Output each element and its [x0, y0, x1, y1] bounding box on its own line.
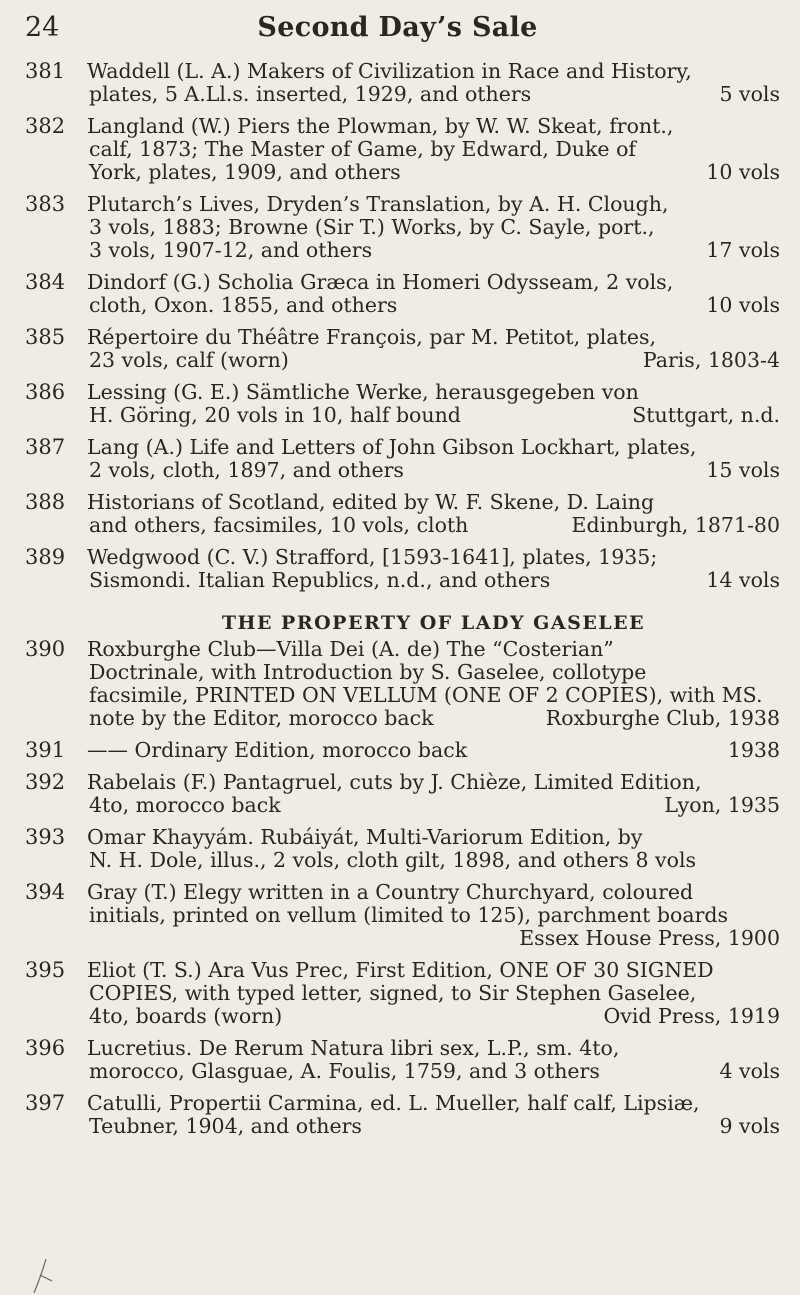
lot-entry	[25, 115, 780, 184]
lot-line: Doctrinale, with Introduction by S. Gaselee, collotype	[89, 660, 647, 684]
lot-line: Langland (W.) Piers the Plowman, by W. W. Skeat, front.,	[87, 114, 674, 138]
lot-number: 385	[25, 325, 66, 349]
lot-line	[87, 459, 780, 482]
lot-entry	[25, 739, 780, 762]
pencil-mark	[28, 1255, 58, 1295]
lot-entry	[25, 381, 780, 427]
lot-line	[87, 739, 780, 762]
lot-text: Sismondi. Italian Republics, n.d., and others	[89, 568, 551, 592]
lot-line: Wedgwood (C. V.) Strafford, [1593-1641], plates, 1935;	[87, 545, 658, 569]
lot-text: H. Göring, 20 vols in 10, half bound	[89, 403, 461, 427]
lot-imprint: 10 vols	[706, 160, 780, 184]
lot-line: Lang (A.) Life and Letters of John Gibson Lockhart, plates,	[87, 435, 697, 459]
lot-imprint: Roxburghe Club, 1938	[545, 706, 780, 730]
lot-line: Eliot (T. S.) Ara Vus Prec, First Edition, ONE OF 30 SIGNED	[87, 958, 714, 982]
lot-entry	[25, 193, 780, 262]
lot-line: COPIES, with typed letter, signed, to Sir Stephen Gaselee,	[89, 981, 697, 1005]
lot-line: Catulli, Propertii Carmina, ed. L. Mueller, half calf, Lipsiæ,	[87, 1091, 700, 1115]
lot-imprint: 9 vols	[719, 1114, 780, 1138]
lot-number: 389	[25, 545, 66, 569]
lot-number: 391	[25, 738, 66, 762]
lot-entry	[25, 826, 780, 872]
lot-imprint: 15 vols	[706, 458, 780, 482]
lot-line	[87, 1005, 780, 1028]
lot-text: plates, 5 A.Ll.s. inserted, 1929, and others	[89, 82, 532, 106]
page-number: 24	[25, 12, 60, 43]
lot-imprint: Lyon, 1935	[664, 793, 780, 817]
page-header	[25, 12, 770, 52]
lot-line	[87, 569, 780, 592]
lot-number: 386	[25, 380, 66, 404]
lot-line	[87, 927, 780, 950]
lot-line	[87, 161, 780, 184]
lot-line: Omar Khayyám. Rubáiyát, Multi-Variorum Edition, by	[87, 825, 643, 849]
lot-imprint: Stuttgart, n.d.	[632, 403, 780, 427]
lot-line: 3 vols, 1883; Browne (Sir T.) Works, by C. Sayle, port.,	[89, 215, 655, 239]
lot-number: 396	[25, 1036, 66, 1060]
lot-imprint: Paris, 1803-4	[642, 348, 780, 372]
lot-number: 392	[25, 770, 66, 794]
lot-line: Gray (T.) Elegy written in a Country Churchyard, coloured	[87, 880, 694, 904]
lot-entry	[25, 546, 780, 592]
lot-entry	[25, 771, 780, 817]
lot-text: —— Ordinary Edition, morocco back	[87, 738, 468, 762]
lot-line: Répertoire du Théâtre François, par M. Petitot, plates,	[87, 325, 656, 349]
lot-line: Waddell (L. A.) Makers of Civilization in Race and History,	[87, 59, 692, 83]
lot-entry	[25, 436, 780, 482]
lot-imprint: Edinburgh, 1871-80	[571, 513, 780, 537]
lot-line: initials, printed on vellum (limited to 125), parchment boards	[89, 903, 729, 927]
running-head: Second Day’s Sale	[257, 12, 538, 43]
lot-number: 381	[25, 59, 66, 83]
lot-number: 394	[25, 880, 66, 904]
lot-line: Rabelais (F.) Pantagruel, cuts by J. Chièze, Limited Edition,	[87, 770, 702, 794]
lot-entry	[25, 959, 780, 1028]
lot-line: Dindorf (G.) Scholia Græca in Homeri Odysseam, 2 vols,	[87, 270, 674, 294]
lot-line	[87, 349, 780, 372]
lot-imprint: 5 vols	[719, 82, 780, 106]
lot-number: 395	[25, 958, 66, 982]
lot-group-general	[25, 60, 780, 592]
lot-line: Plutarch’s Lives, Dryden’s Translation, by A. H. Clough,	[87, 192, 669, 216]
lot-entry	[25, 638, 780, 730]
lot-imprint: 4 vols	[719, 1059, 780, 1083]
lot-line	[87, 1060, 780, 1083]
lot-imprint: 17 vols	[706, 238, 780, 262]
lot-imprint: Essex House Press, 1900	[519, 926, 780, 950]
lot-number: 397	[25, 1091, 66, 1115]
lot-text: York, plates, 1909, and others	[89, 160, 401, 184]
lot-number: 390	[25, 637, 66, 661]
lot-imprint: Ovid Press, 1919	[603, 1004, 780, 1028]
lot-line: calf, 1873; The Master of Game, by Edward, Duke of	[89, 137, 637, 161]
lot-imprint: 1938	[727, 738, 780, 762]
lot-text: 3 vols, 1907-12, and others	[89, 238, 373, 262]
lot-number: 383	[25, 192, 66, 216]
lot-number: 382	[25, 114, 66, 138]
lot-text: note by the Editor, morocco back	[89, 706, 434, 730]
lot-line: Roxburghe Club—Villa Dei (A. de) The “Costerian”	[87, 637, 614, 661]
lot-text: and others, facsimiles, 10 vols, cloth	[89, 513, 469, 537]
lot-entry	[25, 491, 780, 537]
lot-text: 23 vols, calf (worn)	[89, 348, 289, 372]
lot-entry	[25, 326, 780, 372]
lot-text: cloth, Oxon. 1855, and others	[89, 293, 398, 317]
lot-group-gaselee	[25, 638, 780, 1138]
lot-line	[87, 83, 780, 106]
lot-line	[87, 1115, 780, 1138]
lot-text: 4to, boards (worn)	[89, 1004, 283, 1028]
lot-text: morocco, Glasguae, A. Foulis, 1759, and 3 others	[89, 1059, 600, 1083]
lot-number: 387	[25, 435, 66, 459]
lot-text: 4to, morocco back	[89, 793, 281, 817]
lot-number: 388	[25, 490, 66, 514]
section-heading: THE PROPERTY OF LADY GASELEE	[221, 612, 646, 634]
lot-entry	[25, 1092, 780, 1138]
lot-line	[87, 707, 780, 730]
lot-entry	[25, 271, 780, 317]
lot-line: Lucretius. De Rerum Natura libri sex, L.P., sm. 4to,	[87, 1036, 620, 1060]
lot-line	[87, 294, 780, 317]
lot-entry	[25, 1037, 780, 1083]
lot-line	[87, 794, 780, 817]
lot-line: N. H. Dole, illus., 2 vols, cloth gilt, 1898, and others 8 vols	[89, 848, 697, 872]
lot-line: Lessing (G. E.) Sämtliche Werke, herausgegeben von	[87, 380, 639, 404]
lot-number: 384	[25, 270, 66, 294]
lot-entry	[25, 60, 780, 106]
lot-line: facsimile, PRINTED ON VELLUM (ONE OF 2 COPIES), with MS.	[89, 683, 763, 707]
lot-line: Historians of Scotland, edited by W. F. Skene, D. Laing	[87, 490, 655, 514]
lot-text: Teubner, 1904, and others	[89, 1114, 362, 1138]
lot-entry	[25, 881, 780, 950]
lot-line	[87, 514, 780, 537]
lot-list	[25, 60, 780, 1147]
lot-imprint: 10 vols	[706, 293, 780, 317]
lot-line	[87, 239, 780, 262]
lot-line	[87, 404, 780, 427]
lot-text: 2 vols, cloth, 1897, and others	[89, 458, 404, 482]
lot-imprint: 14 vols	[706, 568, 780, 592]
lot-number: 393	[25, 825, 66, 849]
